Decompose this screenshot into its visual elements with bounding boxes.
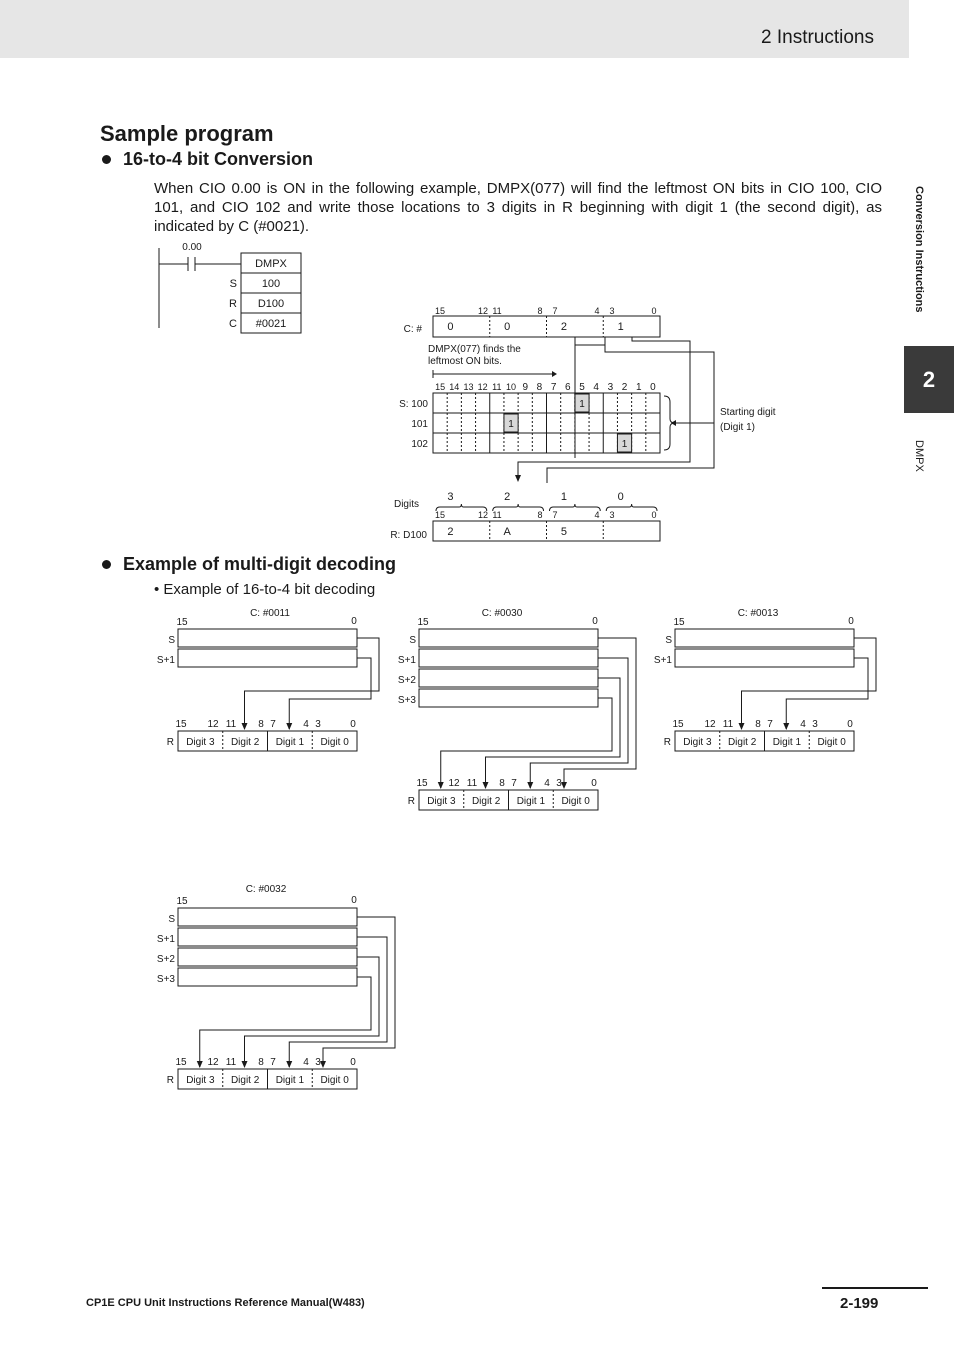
r-label: R [166, 737, 174, 748]
digit-label: Digit 2 [471, 796, 501, 807]
bit-number: 15 [435, 382, 446, 392]
on-bit-value: 1 [621, 439, 628, 450]
digit-number: 1 [560, 491, 567, 503]
arrow-icon [286, 723, 292, 730]
r-label: R [407, 796, 415, 807]
digit-label: Digit 3 [683, 737, 712, 748]
find-note: DMPX(077) finds the [428, 344, 521, 355]
r-word-label: R: D100 [390, 530, 427, 541]
bit-number: 3 [315, 1057, 321, 1068]
bit-number: 4 [303, 719, 309, 730]
bit-number: 15 [175, 1057, 187, 1068]
s-word-label: S+3 [156, 974, 175, 985]
bit-number: 0 [651, 510, 657, 520]
operand-name: R [229, 298, 237, 310]
r-label: R [663, 737, 671, 748]
bit-number: 0 [350, 1057, 356, 1068]
bit-number: 8 [537, 306, 543, 316]
bit-number: 15 [175, 719, 187, 730]
digit-number: 3 [447, 491, 454, 503]
bit-number: 12 [207, 719, 219, 730]
bit-number: 0 [848, 616, 854, 627]
bit-number: 15 [673, 617, 685, 628]
bit-number: 7 [550, 382, 557, 393]
bit-number: 9 [522, 382, 528, 393]
heading-text: Example of multi-digit decoding [123, 554, 397, 574]
decode-example [398, 608, 636, 810]
bit-number: 0 [847, 719, 853, 730]
s-word-box [178, 968, 357, 986]
chapter-tab[interactable]: 2 [904, 346, 954, 413]
bit-number: 12 [477, 510, 489, 520]
bit-number: 11 [466, 778, 478, 789]
starting-digit-label: (Digit 1) [720, 422, 756, 433]
operand-value: D100 [257, 298, 285, 310]
footer-manual-title: CP1E CPU Unit Instructions Reference Manual(W483) [86, 1297, 365, 1309]
bit-number: 0 [350, 719, 356, 730]
bit-number: 0 [351, 616, 357, 627]
bit-number: 3 [609, 306, 615, 316]
s-word-label: S+2 [397, 675, 416, 686]
on-bit-value: 1 [579, 399, 585, 410]
bit-number: 4 [593, 382, 599, 393]
bit-number: 11 [492, 510, 502, 520]
arrow-icon [242, 1061, 248, 1068]
bit-number: 0 [351, 895, 357, 906]
connector [245, 957, 380, 1067]
digit-number: 2 [504, 491, 511, 503]
arrow-icon [515, 475, 521, 482]
arrow-icon [438, 782, 444, 789]
bit-number: 15 [417, 617, 429, 628]
ladder-diagram [159, 242, 301, 333]
digit-label: Digit 3 [186, 737, 215, 748]
c-value-label: C: #0030 [481, 608, 523, 619]
s-word-box [178, 908, 357, 926]
description-paragraph: When CIO 0.00 is ON in the following example, DMPX(077) will find the leftmost ON bits in CIO 100, CIO 101, and CIO 102 and write those locations to 3 digits in R beginning with digit 1 (the second digit), as indicated by C (#0021). [154, 180, 882, 235]
arrow-icon [527, 782, 533, 789]
s-word-box [178, 629, 357, 647]
digit-label: Digit 1 [516, 796, 546, 807]
c-digit: 2 [560, 321, 567, 333]
bit-number: 13 [463, 382, 474, 392]
arrow-icon [320, 1061, 326, 1068]
find-note: leftmost ON bits. [428, 356, 502, 367]
bit-number: 8 [755, 719, 761, 730]
multi-digit-diagrams [157, 608, 876, 1089]
bit-number: 2 [621, 382, 628, 393]
bit-number: 4 [594, 306, 600, 316]
bit-number: 8 [258, 1057, 264, 1068]
connector [575, 337, 605, 345]
bit-number: 11 [492, 382, 502, 392]
bit-number: 12 [448, 778, 460, 789]
section-title: Sample program [100, 121, 274, 146]
connector [245, 638, 380, 729]
c-digit: 0 [447, 321, 454, 333]
c-value-label: C: #0011 [250, 608, 290, 619]
bit-number: 8 [537, 510, 543, 520]
bit-number: 14 [449, 382, 460, 392]
s-word-label: S: 100 [399, 399, 428, 410]
s-word-box [675, 629, 854, 647]
bit-number: 5 [579, 382, 585, 393]
s-word-box [178, 649, 357, 667]
c-value-label: C: #0013 [737, 608, 779, 619]
bit-number: 0 [650, 382, 656, 393]
arrow-icon [561, 782, 567, 789]
bit-number: 15 [434, 510, 446, 520]
digit-label: Digit 0 [817, 737, 846, 748]
bit-number: 7 [511, 778, 517, 789]
bit-number: 4 [594, 510, 600, 520]
starting-digit-label: Starting digit [720, 407, 776, 418]
bit-number: 10 [506, 382, 517, 392]
bit-number: 12 [207, 1057, 219, 1068]
side-instruction-label: DMPX [913, 440, 925, 472]
connector [742, 638, 877, 729]
s-word-box [178, 928, 357, 946]
s-word-label: S [409, 635, 416, 646]
c-digit: 1 [617, 321, 624, 333]
connector [547, 337, 714, 483]
chapter-title: 2 Instructions [761, 27, 874, 48]
arrow-icon [242, 723, 248, 730]
digit-label: Digit 3 [186, 1075, 215, 1086]
r-digit-value: A [503, 526, 511, 538]
bit-number: 7 [270, 719, 276, 730]
bit-number: 15 [672, 719, 684, 730]
s-word-label: 102 [411, 439, 428, 450]
digit-label: Digit 1 [772, 737, 802, 748]
operand-value: #0021 [255, 318, 287, 330]
sub-bullet: • Example of 16-to-4 bit decoding [154, 581, 376, 598]
bit-number: 3 [607, 382, 614, 393]
c-word-label: C: # [403, 324, 422, 335]
side-section-label: Conversion Instructions [913, 186, 925, 313]
bit-number: 7 [270, 1057, 276, 1068]
digit-label: Digit 0 [320, 737, 349, 748]
s-word-label: S+2 [156, 954, 175, 965]
bit-number: 3 [609, 510, 615, 520]
operand-name: C [229, 318, 237, 330]
digits-label: Digits [393, 499, 419, 510]
bit-number: 15 [176, 617, 188, 628]
s-word-box [419, 649, 598, 667]
decode-example [157, 608, 379, 751]
arrow-icon [286, 1061, 292, 1068]
connector [289, 658, 371, 729]
bit-number: 12 [477, 306, 489, 316]
bit-number: 11 [722, 719, 734, 730]
operand-name: S [229, 278, 237, 290]
connector [786, 658, 868, 729]
on-bit-value: 1 [508, 419, 514, 430]
bit-number: 3 [812, 719, 818, 730]
arrow-icon [739, 723, 745, 730]
s-word-box [675, 649, 854, 667]
bit-number: 12 [704, 719, 716, 730]
connector [441, 698, 612, 788]
bit-number: 7 [767, 719, 773, 730]
r-digit-value: 2 [447, 526, 454, 538]
s-word-label: S+1 [397, 655, 416, 666]
decode-example [654, 608, 876, 751]
s-word-box [178, 948, 357, 966]
s-word-label: S+1 [653, 655, 672, 666]
arrow-icon [483, 782, 489, 789]
digit-label: Digit 1 [275, 1075, 305, 1086]
bit-number: 3 [315, 719, 321, 730]
digit-label: Digit 2 [230, 1075, 260, 1086]
heading-text: 16-to-4 bit Conversion [123, 149, 314, 169]
bit-number: 4 [303, 1057, 309, 1068]
bit-number: 15 [176, 896, 188, 907]
bit-number: 8 [536, 382, 543, 393]
instruction-name: DMPX [255, 258, 287, 270]
connector [518, 337, 690, 476]
bit-number: 11 [225, 1057, 237, 1068]
bit-number: 15 [416, 778, 428, 789]
bit-number: 6 [565, 382, 571, 393]
decode-example [157, 884, 395, 1089]
c-value-label: C: #0032 [245, 884, 287, 895]
page-number: 2-199 [840, 1295, 879, 1312]
bit-number: 4 [800, 719, 806, 730]
c-digit: 0 [504, 321, 511, 333]
footer-rule [822, 1287, 928, 1289]
connector [486, 678, 621, 788]
bit-number: 4 [544, 778, 550, 789]
bit-number: 11 [492, 306, 502, 316]
bit-number: 7 [552, 510, 558, 520]
s-word-label: S+1 [156, 934, 175, 945]
arrow-icon [783, 723, 789, 730]
s-word-label: S+1 [156, 655, 175, 666]
bit-number: 3 [556, 778, 562, 789]
digit-number: 0 [617, 491, 624, 503]
s-word-label: S [665, 635, 672, 646]
arrow-left-icon [671, 420, 676, 426]
connector [200, 977, 371, 1067]
bit-number: 15 [434, 306, 446, 316]
bit-number: 11 [225, 719, 237, 730]
digit-label: Digit 2 [230, 737, 260, 748]
arrow-icon [197, 1061, 203, 1068]
bit-number: 0 [651, 306, 657, 316]
bit-number: 0 [591, 778, 597, 789]
digit-label: Digit 3 [427, 796, 456, 807]
connector [323, 917, 395, 1067]
connector [564, 638, 636, 788]
s-word-label: S [168, 635, 175, 646]
r-digit-value: 5 [560, 526, 567, 538]
bit-number: 0 [592, 616, 598, 627]
bit-number: 8 [499, 778, 505, 789]
c-word-diagram [390, 306, 775, 541]
digit-label: Digit 1 [275, 737, 305, 748]
s-word-label: S [168, 914, 175, 925]
digit-label: Digit 0 [561, 796, 590, 807]
digit-label: Digit 2 [727, 737, 757, 748]
arrow-right-icon [552, 371, 557, 377]
bit-number: 8 [258, 719, 264, 730]
bit-number: 1 [635, 382, 642, 393]
contact-address: 0.00 [182, 242, 202, 253]
bit-number: 12 [477, 382, 488, 392]
s-word-box [419, 669, 598, 687]
s-word-label: 101 [411, 419, 428, 430]
s-word-box [419, 629, 598, 647]
s-word-box [419, 689, 598, 707]
bit-number: 7 [552, 306, 558, 316]
r-label: R [166, 1075, 174, 1086]
s-word-label: S+3 [397, 695, 416, 706]
digit-label: Digit 0 [320, 1075, 349, 1086]
operand-value: 100 [261, 278, 281, 290]
